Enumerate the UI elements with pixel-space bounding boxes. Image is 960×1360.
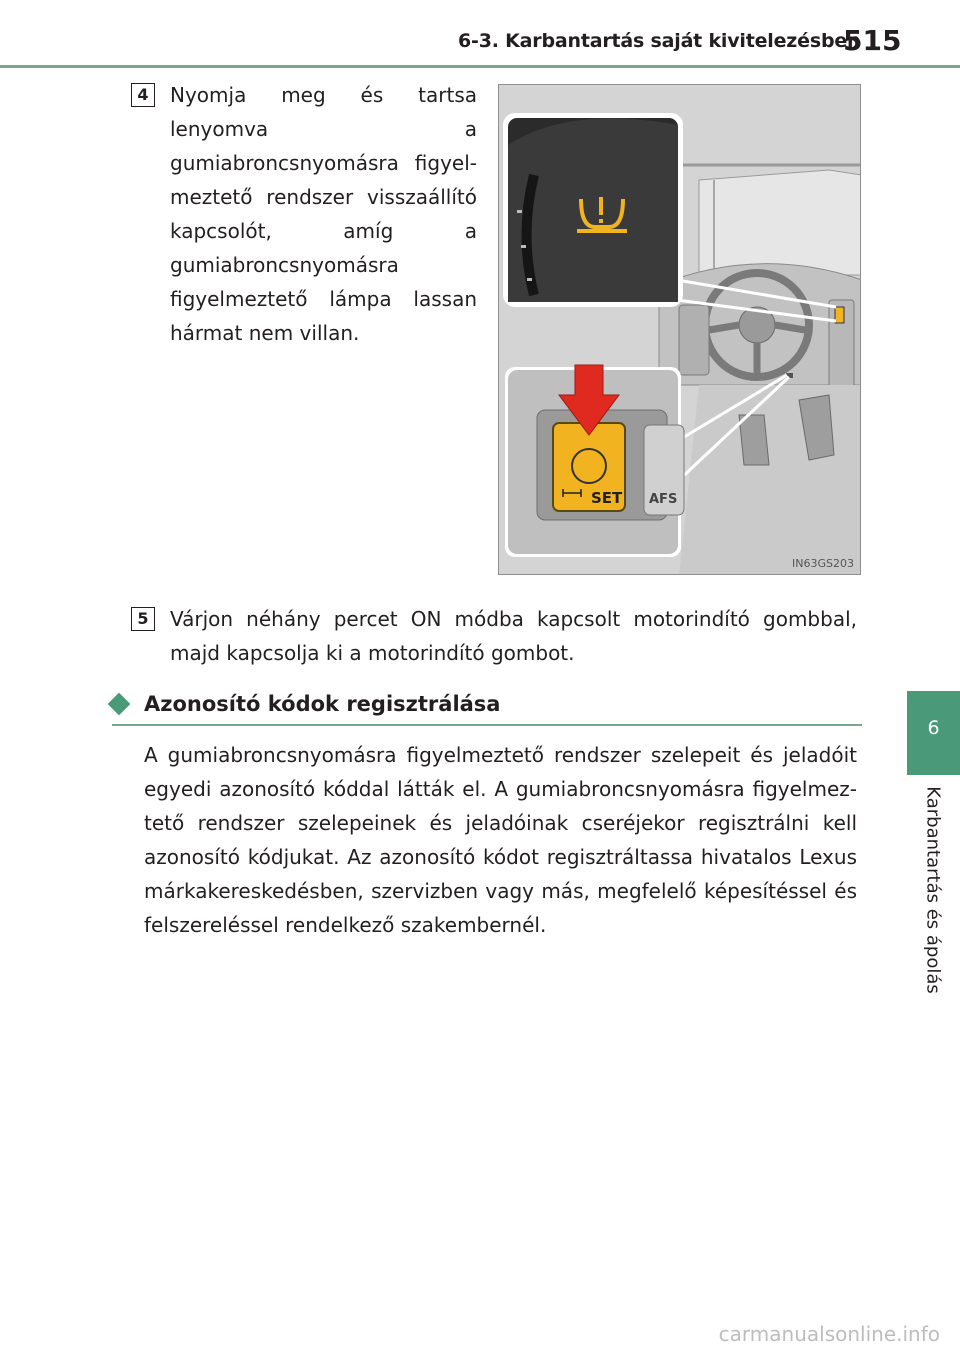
step-number-5: 5: [131, 607, 155, 631]
chapter-title: Karbantartás és ápolás: [922, 786, 944, 994]
header-divider: [0, 65, 960, 68]
section-body: A gumiabroncsnyomásra figyelmeztető rendszer szelepeit és jeladóit egyedi azonosító kóddal látták el. A gumiabroncsnyomásra figyelmeztető rendszer szelepeinek és jeladóinak cseréjekor regisztrálni kell azonosító kódjukat. Az azonosító kódot regisztráltassa hivatalos Lexus márkakereskedésben, szervizben vagy más, megfelelő képesítéssel és felszereléssel rendelkező szakembernél.: [144, 743, 857, 937]
section-divider: [112, 724, 862, 726]
chapter-tab: [907, 691, 960, 775]
running-header-title: 6-3. Karbantartás saját kivitelezésben: [458, 30, 861, 52]
figure-id: IN63GS203: [792, 557, 854, 570]
section-bullet-diamond-icon: [108, 693, 131, 716]
watermark: carmanualsonline.info: [718, 1322, 940, 1346]
step-4-text: Nyomja meg és tartsa lenyomva a gumiabroncsnyomásra figyelmeztető rendszer visszaállító kapcsolót, amíg a gumiabroncsnyomásra figyelmeztető lámpa lassan hármat nem villan.: [170, 83, 477, 345]
chapter-number: 6: [927, 717, 940, 739]
dashboard-illustration: [499, 85, 861, 575]
set-button-label: SET: [591, 489, 623, 507]
step-5-text: Várjon néhány percet ON módba kapcsolt motorindító gombbal, majd kapcsolja ki a motorindító gombot.: [170, 607, 857, 665]
step-number-4: 4: [131, 83, 155, 107]
page-number: 515: [843, 24, 902, 57]
afs-button-label: AFS: [649, 492, 678, 507]
section-heading: Azonosító kódok regisztrálása: [144, 692, 501, 716]
tpms-reset-figure: [498, 84, 861, 575]
